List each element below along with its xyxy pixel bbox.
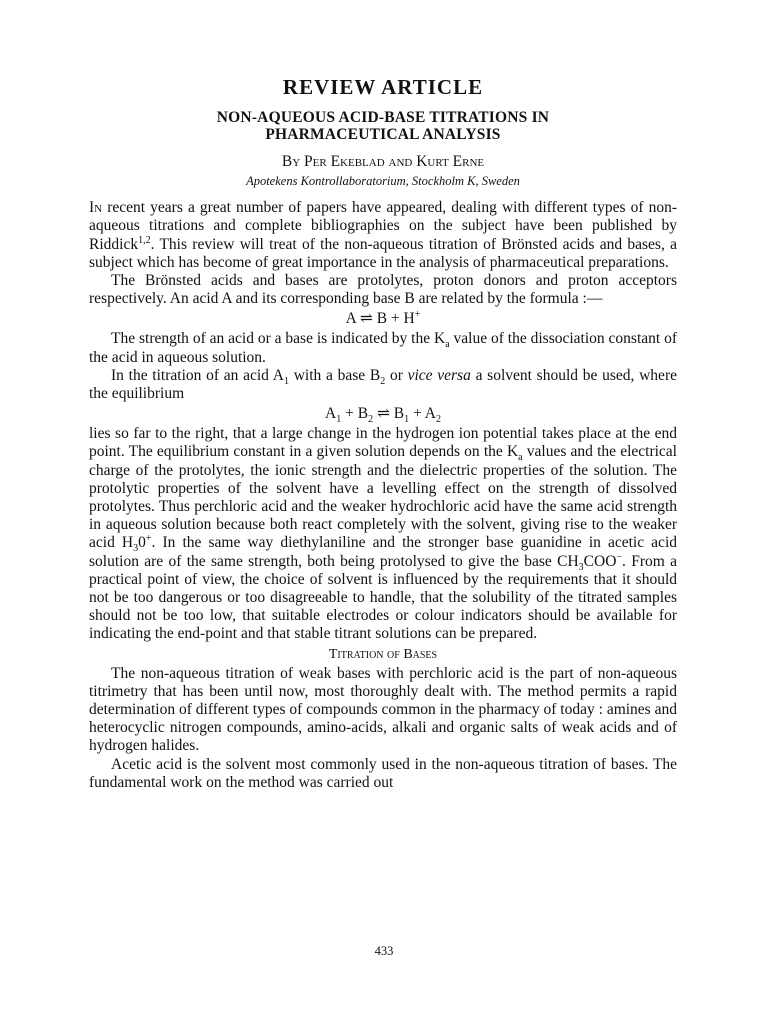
- formula-acid-base-charge: +: [414, 309, 421, 321]
- article-title-line-1: NON-AQUEOUS ACID-BASE TITRATIONS IN: [216, 109, 550, 127]
- eq-part-c: ⇌ B: [373, 405, 405, 423]
- eq-text-sub-3: 3: [133, 543, 139, 555]
- review-article-label: REVIEW ARTICLE: [282, 75, 484, 99]
- eq-part-d: + A: [409, 405, 436, 423]
- formula-equilibrium: [89, 403, 677, 425]
- section-heading-titration-of-bases: Titration of Bases: [328, 646, 438, 662]
- intro-text-a: recent years a great number of papers have appeared, dealing with different types of non-aqueous titrations and complete bibliographies on the subject have been published by Riddick: [89, 199, 677, 253]
- paragraph-equilibrium: [89, 425, 677, 643]
- page-number: 433: [374, 944, 394, 958]
- article-page: [89, 76, 677, 792]
- intro-text-b: . This review will treat of the non-aqueous titration of Brönsted acids and bases, a subject which has become of great importance in the analysis of pharmaceutical preparations.: [89, 235, 677, 271]
- formula-acid-base-text: A ⇌ B + H: [345, 310, 415, 328]
- strength-text-b: value of the dissociation constant of the acid in aqueous solution.: [89, 330, 678, 366]
- strength-text-a: The strength of an acid or a base is indicated by the K: [111, 330, 446, 348]
- eq-text-d: . In the same way diethylaniline and the stronger base guanidine in acetic acid solution are of the same strength, both being protolysed to give the base CH: [89, 534, 677, 570]
- eq-sub-3: 1: [404, 414, 410, 426]
- strength-sub: a: [445, 339, 450, 351]
- eq-sub-4: 2: [435, 414, 441, 426]
- eq-text-e: COO: [583, 552, 617, 570]
- paragraph-titration: [89, 367, 677, 403]
- eq-sub-2: 2: [368, 414, 374, 426]
- paragraph-bronsted: The Brönsted acids and bases are protolytes, proton donors and proton acceptors respectively. An acid A and its corresponding base B are related by the formula :—: [89, 271, 677, 308]
- paragraph-strength: [89, 330, 677, 366]
- titration-text-b: with a base B: [288, 366, 381, 384]
- formula-acid-base: [89, 308, 677, 330]
- eq-text-b: values and the electrical charge of the protolytes, the ionic strength and the dielectric properties of the solution. The protolytic properties of the solvent have a levelling effect on the strength of dissolved protolytes. Thus perchloric acid and the weaker hydrochloric acid have the same acid strength in aqueous solution because both react completely with the solvent, giving rise to the weaker acid H: [89, 443, 677, 552]
- titration-sub-2: 2: [380, 375, 386, 387]
- eq-text-sub-a: a: [518, 452, 523, 464]
- paragraph-intro: [89, 199, 677, 272]
- eq-text-f: . From a practical point of view, the choice of solvent is influenced by the requirements that it should not be too dangerous or too disagreeable to handle, that the solubility of the titrated samples should not be too low, that suitable electrodes or colour indicators should be available for indicating the end-point and that stable titrant solutions can be prepared.: [89, 552, 678, 643]
- titration-text-a: In the titration of an acid A: [111, 366, 284, 384]
- eq-text-c: 0: [138, 534, 146, 552]
- affiliation-line: Apotekens Kontrollaboratorium, Stockholm K, Sweden: [246, 174, 520, 189]
- paragraph-bases: The non-aqueous titration of weak bases with perchloric acid is the part of non-aqueous titrimetry that has been until now, most thoroughly dealt with. The method permits a rapid determination of different types of compounds common in the pharmacy of today : amines and heterocyclic nitrogen compounds, amino-acids, alkali and organic salts of weak acids and of hydrogen halides.: [89, 664, 677, 755]
- titration-italic: vice versa: [407, 366, 471, 384]
- intro-first-word: In: [89, 199, 103, 217]
- eq-sub-1: 1: [336, 414, 342, 426]
- eq-text-sup-plus: +: [145, 533, 152, 545]
- eq-text-sup-minus: −: [616, 551, 623, 563]
- eq-part-b: + B: [341, 405, 369, 423]
- titration-text-c: or: [385, 366, 408, 384]
- titration-sub-1: 1: [283, 375, 289, 387]
- authors-line: By Per Ekeblad and Kurt Erne: [281, 153, 485, 171]
- article-title: [89, 109, 677, 143]
- eq-text-sub-ch3: 3: [578, 561, 584, 573]
- article-title-line-2: PHARMACEUTICAL ANALYSIS: [265, 126, 501, 144]
- paragraph-acetic-acid: Acetic acid is the solvent most commonly used in the non-aqueous titration of bases. The fundamental work on the method was carried out: [89, 755, 677, 791]
- eq-part-a: A: [325, 405, 337, 423]
- titration-text-d: a solvent should be used, where the equilibrium: [89, 366, 677, 402]
- eq-text-a: lies so far to the right, that a large change in the hydrogen ion potential takes place at the end point. The equilibrium constant in a given solution depends on the K: [89, 425, 677, 461]
- intro-citation: 1,2: [138, 234, 151, 246]
